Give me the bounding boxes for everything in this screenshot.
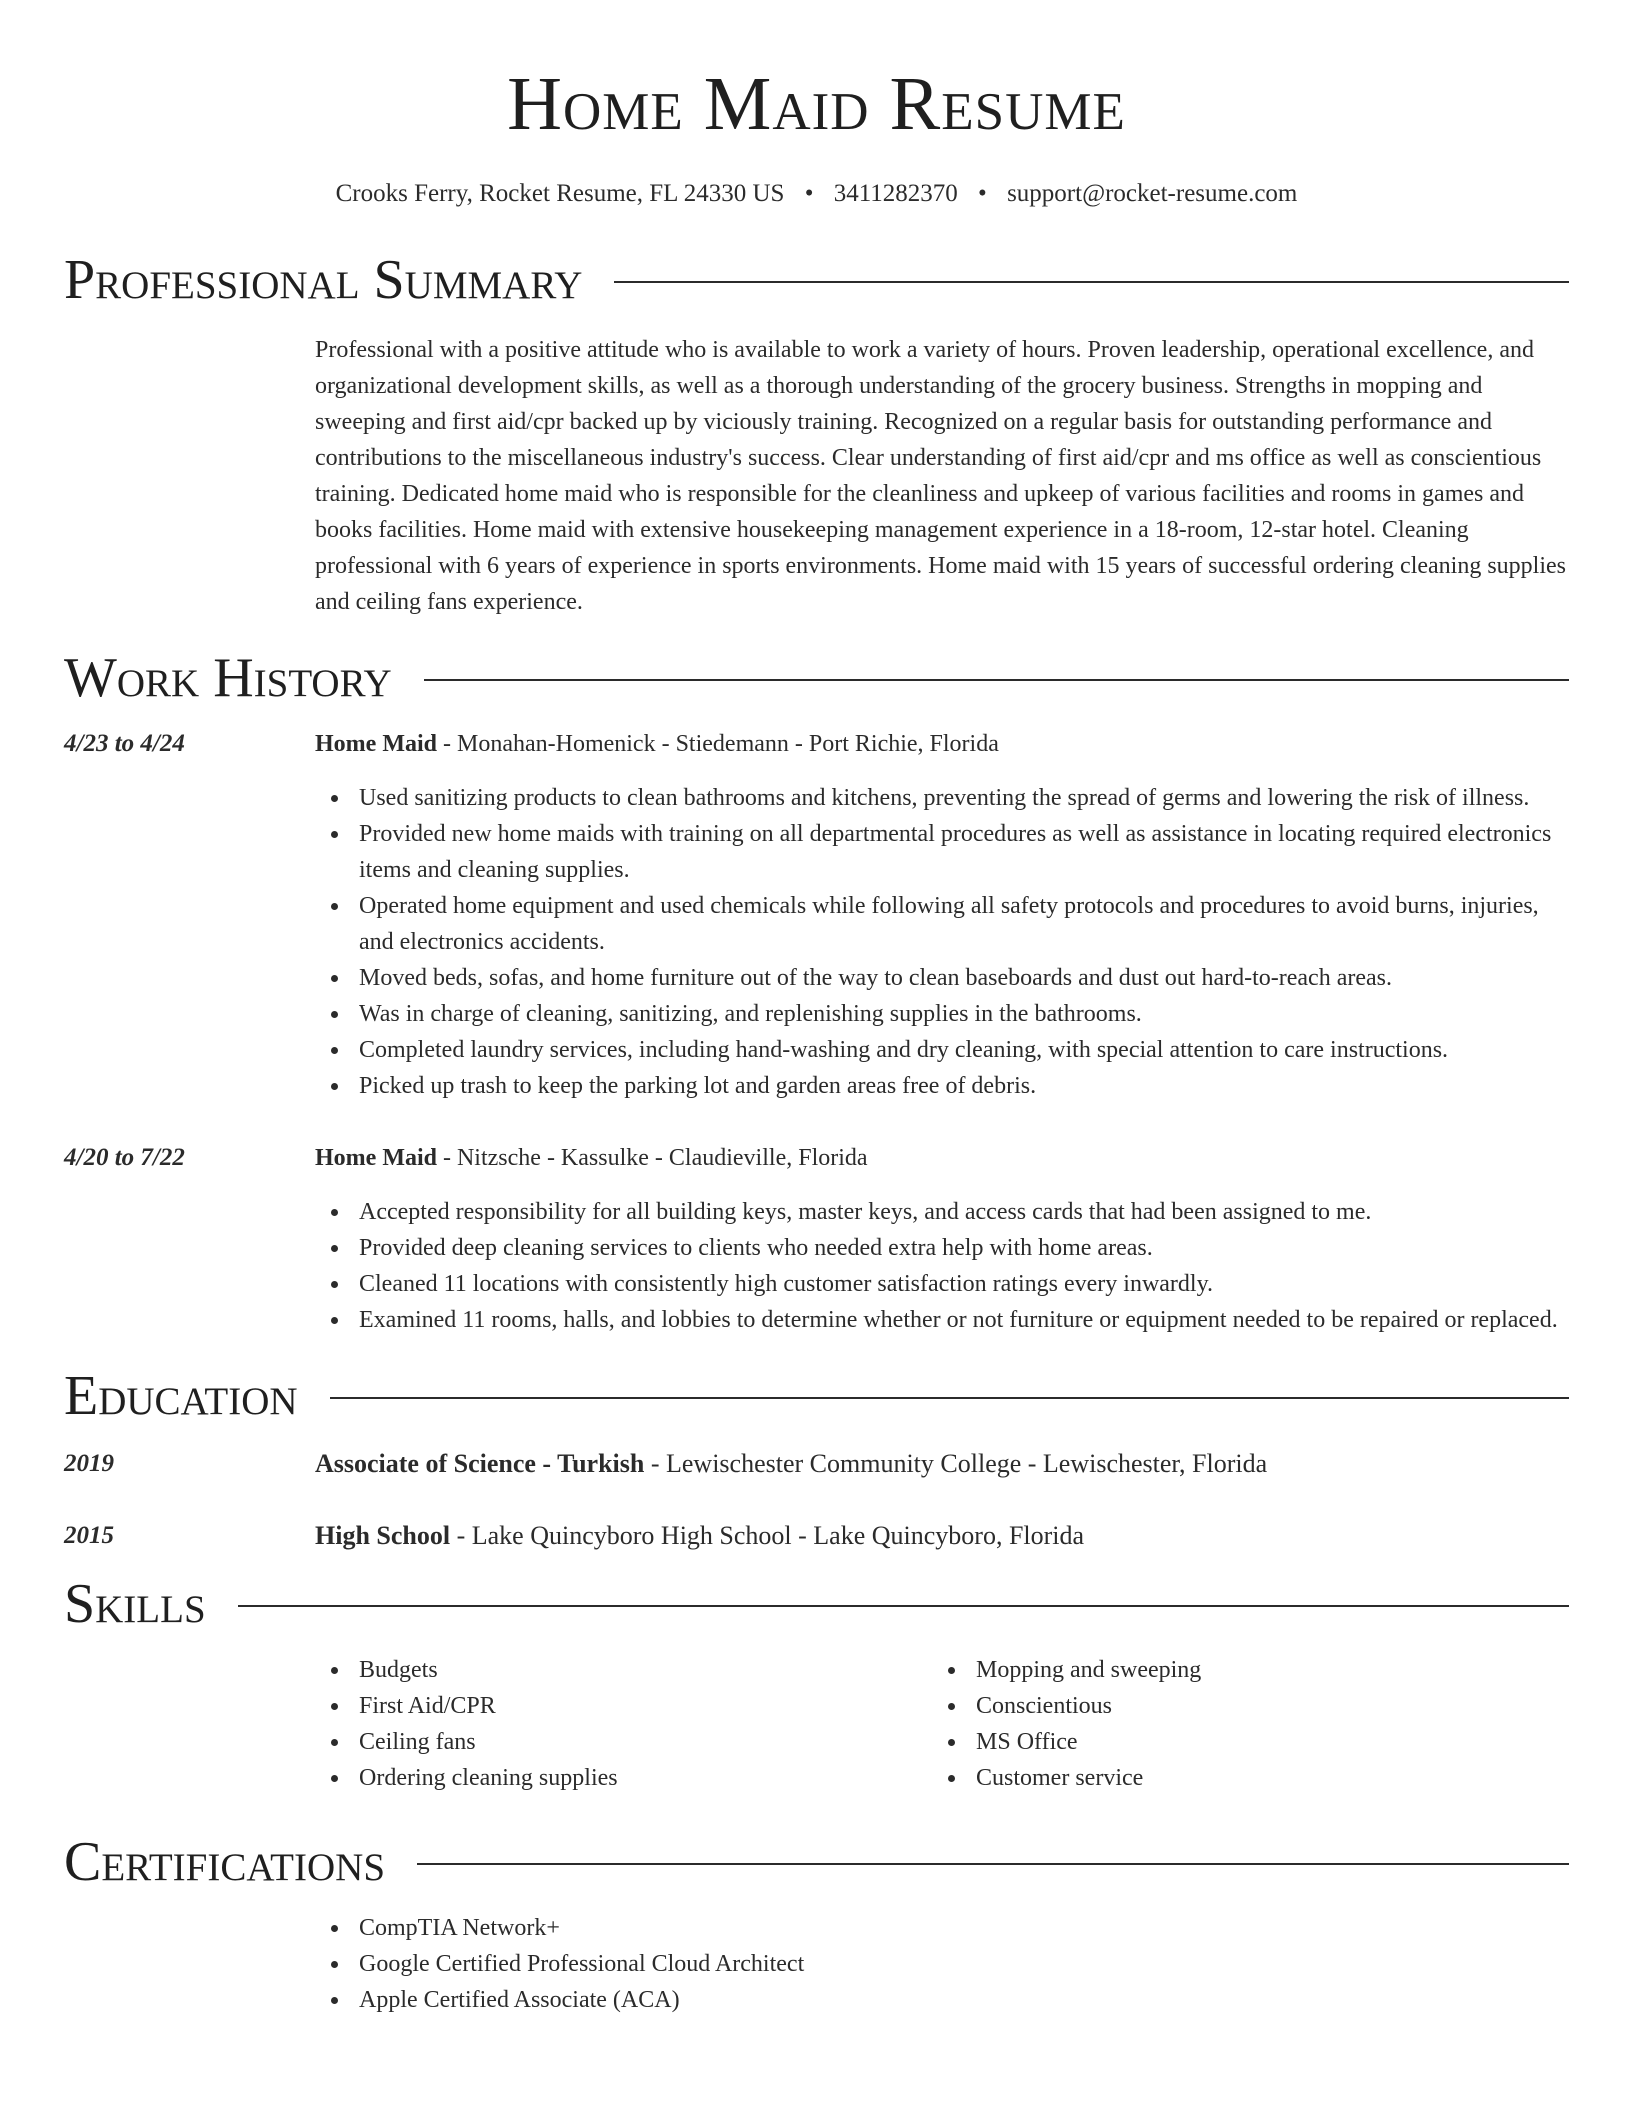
skill-item: Ceiling fans	[315, 1724, 932, 1760]
skills-grid	[64, 1652, 1569, 1796]
job-title: Home Maid	[315, 731, 437, 757]
list-item: Provided new home maids with training on all departmental procedures as well as assistance in locating required electronics items and cleaning supplies.	[315, 816, 1569, 888]
education-degree: High School	[315, 1521, 451, 1550]
section-divider	[238, 1605, 1569, 1607]
skill-item: Conscientious	[932, 1688, 1549, 1724]
education-section-header	[64, 1366, 1569, 1426]
section-divider	[417, 1863, 1569, 1865]
work-section-header	[64, 648, 1569, 708]
skill-item: First Aid/CPR	[315, 1688, 932, 1724]
job-details: - Nitzsche - Kassulke - Claudieville, Florida	[436, 1145, 868, 1171]
certifications-heading: Certifications	[64, 1831, 386, 1893]
contact-address: Crooks Ferry, Rocket Resume, FL 24330 US	[335, 180, 785, 207]
job-title: Home Maid	[315, 1145, 437, 1171]
job-details: - Monahan-Homenick - Stiedemann - Port Richie, Florida	[436, 731, 999, 757]
resume-page	[64, 0, 1569, 2018]
education-details: - Lewischester Community College - Lewischester, Florida	[644, 1449, 1268, 1478]
job-header	[315, 726, 1569, 762]
contact-separator: •	[804, 180, 814, 207]
contact-email: support@rocket-resume.com	[1007, 180, 1298, 207]
list-item: Completed laundry services, including hand-washing and dry cleaning, with special attention to care instructions.	[315, 1032, 1569, 1068]
list-item: Operated home equipment and used chemicals while following all safety protocols and procedures to avoid burns, injuries, and electronics accidents.	[315, 888, 1569, 960]
job-entry	[64, 1140, 1569, 1338]
education-header	[315, 1446, 1569, 1482]
job-dates: 4/23 to 4/24	[64, 730, 185, 757]
certification-item: Google Certified Professional Cloud Architect	[315, 1946, 1569, 1982]
list-item: Used sanitizing products to clean bathrooms and kitchens, preventing the spread of germs and lowering the risk of illness.	[315, 780, 1569, 816]
education-year: 2015	[64, 1522, 114, 1549]
education-entry	[64, 1446, 1569, 1482]
list-item: Picked up trash to keep the parking lot and garden areas free of debris.	[315, 1068, 1569, 1104]
job-entry	[64, 726, 1569, 1104]
skills-heading: Skills	[64, 1573, 206, 1635]
skill-item: Budgets	[315, 1652, 932, 1688]
certification-item: CompTIA Network+	[315, 1910, 1569, 1946]
education-entry	[64, 1518, 1569, 1554]
contact-phone: 3411282370	[833, 180, 958, 207]
list-item: Examined 11 rooms, halls, and lobbies to determine whether or not furniture or equipment needed to be repaired or replaced.	[315, 1302, 1569, 1338]
summary-text: Professional with a positive attitude who is available to work a variety of hours. Proven leadership, operational excellence, and organizational development skills, as well as a thorough understanding of the grocery business. Strengths in mopping and sweeping and first aid/cpr backed up by viciously training. Recognized on a regular basis for outstanding performance and contributions to the miscellaneous industry's success. Clear understanding of first aid/cpr and ms office as well as conscientious training. Dedicated home maid who is responsible for the cleanliness and upkeep of various facilities and rooms in games and books facilities. Home maid with extensive housekeeping management experience in a 18-room, 12-star hotel. Cleaning professional with 6 years of experience in sports environments. Home maid with 15 years of successful ordering cleaning supplies and ceiling fans experience.	[315, 337, 1567, 615]
section-divider	[424, 679, 1569, 681]
education-heading: Education	[64, 1365, 298, 1427]
section-divider	[614, 281, 1569, 283]
summary-block	[64, 332, 1569, 620]
skill-item: Mopping and sweeping	[932, 1652, 1549, 1688]
job-bullet-list	[315, 780, 1569, 1104]
section-divider	[330, 1397, 1569, 1399]
list-item: Provided deep cleaning services to clients who needed extra help with home areas.	[315, 1230, 1569, 1266]
list-item: Was in charge of cleaning, sanitizing, and replenishing supplies in the bathrooms.	[315, 996, 1569, 1032]
summary-section-header	[64, 250, 1569, 310]
skills-list-left	[315, 1652, 932, 1796]
resume-title: Home Maid Resume	[507, 62, 1126, 146]
job-bullet-list	[315, 1194, 1569, 1338]
contact-line	[64, 178, 1569, 210]
list-item: Moved beds, sofas, and home furniture out of the way to clean baseboards and dust out hard-to-reach areas.	[315, 960, 1569, 996]
list-item: Accepted responsibility for all building keys, master keys, and access cards that had been assigned to me.	[315, 1194, 1569, 1230]
skills-section-header	[64, 1574, 1569, 1634]
certifications-list	[315, 1910, 1569, 2018]
contact-separator: •	[978, 180, 987, 207]
education-year: 2019	[64, 1450, 114, 1477]
certifications-block	[64, 1910, 1569, 2018]
education-header	[315, 1518, 1569, 1554]
skill-item: Ordering cleaning supplies	[315, 1760, 932, 1796]
certifications-section-header	[64, 1832, 1569, 1892]
list-item: Cleaned 11 locations with consistently high customer satisfaction ratings every inwardly.	[315, 1266, 1569, 1302]
job-header	[315, 1140, 1569, 1176]
skill-item: Customer service	[932, 1760, 1549, 1796]
education-details: - Lake Quincyboro High School - Lake Quincyboro, Florida	[450, 1521, 1085, 1550]
summary-heading: Professional Summary	[64, 249, 583, 311]
work-heading: Work History	[64, 647, 392, 709]
education-degree: Associate of Science - Turkish	[315, 1449, 645, 1478]
skill-item: MS Office	[932, 1724, 1549, 1760]
job-dates: 4/20 to 7/22	[64, 1144, 185, 1171]
certification-item: Apple Certified Associate (ACA)	[315, 1982, 1569, 2018]
skills-list-right	[932, 1652, 1549, 1796]
